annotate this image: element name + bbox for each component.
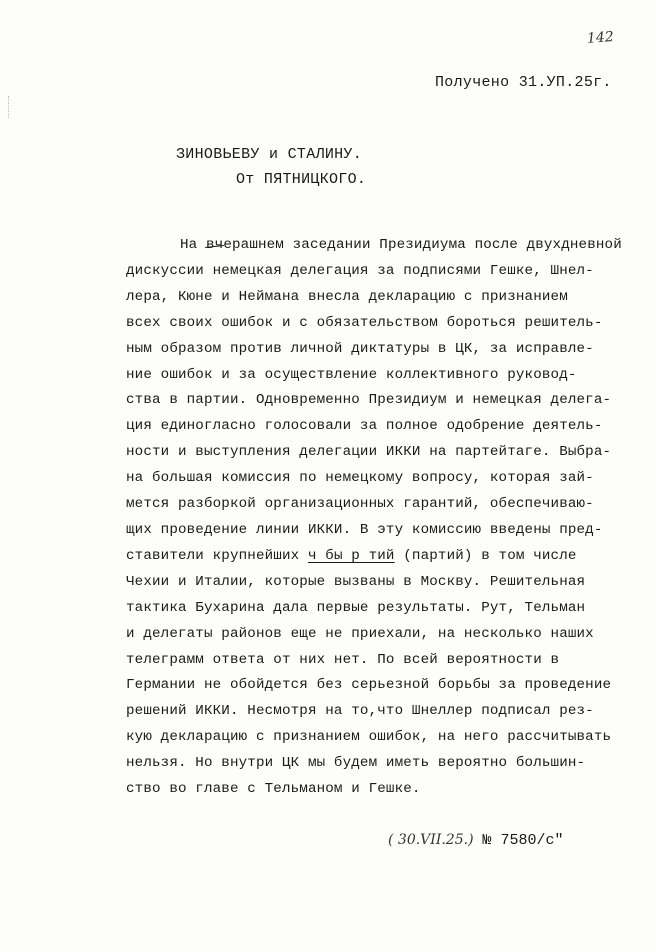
body-line: нельзя. Но внутри ЦК мы будем иметь вероятно большин-: [126, 755, 586, 772]
margin-mark: [8, 96, 12, 118]
body-line: телеграмм ответа от них нет. По всей вероятности в: [126, 651, 560, 668]
body-line: ние ошибок и за осуществление коллективного руковод-: [126, 366, 577, 383]
handwritten-date: ( 30.VII.25.): [388, 832, 474, 848]
body-line: кую декларацию с признанием ошибок, на него рассчитывать: [126, 729, 612, 746]
received-date: Получено 31.УП.25г.: [435, 74, 612, 91]
footer: [388, 832, 564, 849]
body-line-text: (партий) в том числе: [394, 547, 577, 564]
body-line: щих проведение линии ИККИ. В эту комиссию введены пред-: [126, 521, 603, 538]
struck-text: вч: [206, 233, 223, 259]
body-line: ным образом против личной диктатуры в ЦК, за исправле-: [126, 340, 594, 357]
body-line: лера, Кюне и Неймана внесла декларацию с признанием: [126, 288, 568, 305]
body-line-text: На: [180, 237, 206, 253]
underlined-text: ч бы р тий: [307, 547, 395, 564]
body-line: мется разборкой организационных гарантий, обеспечиваю-: [126, 496, 594, 513]
body-line: на большая комиссия по немецкому вопросу, которая зай-: [126, 470, 594, 487]
body-line: и делегаты районов еще не приехали, на несколько наших: [126, 625, 594, 642]
body-line-text: ерашнем заседании Президиума после двухдневной: [223, 237, 622, 253]
body-line: ство во главе с Тельманом и Гешке.: [126, 781, 421, 798]
body-line: ция единогласно голосовали за полное одобрение деятель-: [126, 418, 603, 435]
body-text: [126, 233, 626, 803]
body-line: [126, 544, 626, 570]
body-line: решений ИККИ. Несмотря на то,что Шнеллер подписал рез-: [126, 703, 594, 720]
document-number: № 7580/с": [482, 832, 564, 849]
page-number: 142: [586, 29, 615, 47]
body-line: [126, 233, 626, 259]
body-line: Германии не обойдется без серьезной борьбы за проведение: [126, 677, 612, 694]
sender: От ПЯТНИЦКОГО.: [236, 171, 367, 188]
body-line: Чехии и Италии, которые вызваны в Москву. Решительная: [126, 573, 586, 590]
body-line: дискуссии немецкая делегация за подписями Гешке, Шнел-: [126, 262, 594, 279]
body-line: ности и выступления делегации ИККИ на партейтаге. Выбра-: [126, 444, 612, 461]
body-line-text: ставители крупнейших: [126, 547, 308, 564]
addressee: ЗИНОВЬЕВУ и СТАЛИНУ.: [176, 146, 363, 163]
body-line: ства в партии. Одновременно Президиум и немецкая делега-: [126, 392, 612, 409]
body-line: тактика Бухарина дала первые результаты. Рут, Тельман: [126, 599, 586, 616]
body-line: всех своих ошибок и с обязательством бороться решитель-: [126, 314, 603, 331]
